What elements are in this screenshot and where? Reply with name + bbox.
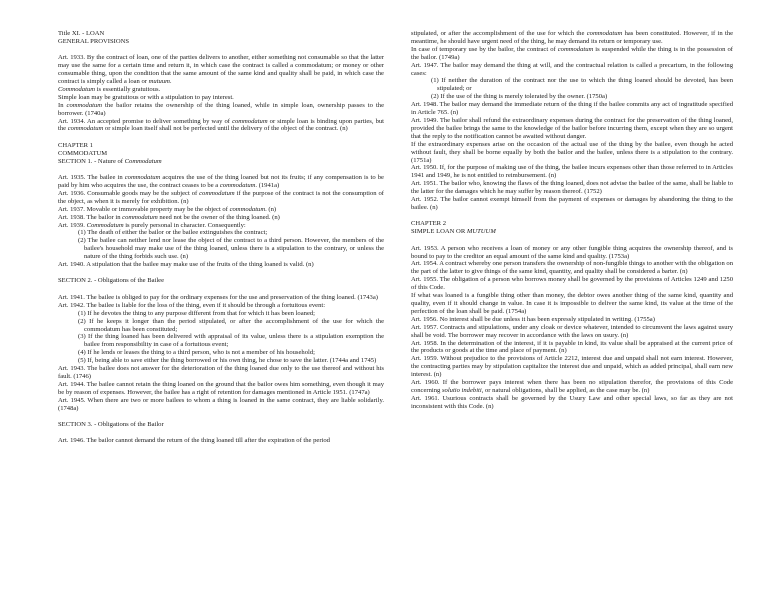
article-1938: Art. 1938. The bailor in commodatum need not be the owner of the thing loaned. (n) <box>58 213 280 221</box>
article-1937: Art. 1937. Movable or immovable property may be the object of commodatum. (n) <box>58 205 277 213</box>
article-1955-para2: If what was loaned is a fungible thing other than money, the debtor owes another thing of the same kind, quantity and quality, even if it should change in value. In case it is impossible to deliver the same kind, its value at the time of the perfection of the loan shall be paid. (1754a) <box>411 292 733 315</box>
section-3-heading: SECTION 3. - Obligations of the Bailor <box>58 420 164 428</box>
title-heading: Title XI. - LOAN GENERAL PROVISIONS <box>58 30 130 45</box>
section-2-heading: SECTION 2. - Obligations of the Bailee <box>58 277 165 285</box>
article-1946-continued: stipulated, or after the accomplishment of the use for which the commodatum has been constituted. However, if in the meantime, he should have urgent need of the thing, he may demand its return or temporary use. <box>411 30 734 45</box>
left-column <box>58 30 384 445</box>
article-1942: Art. 1942. The bailee is liable for the loss of the thing, even if it should be through a fortuitous event: <box>58 301 326 309</box>
chapter-1-heading: CHAPTER 1 COMMODATUM SECTION 1. - Nature of Commodatum <box>58 141 162 165</box>
article-1947-item-1: (1) If neither the duration of the contract nor the use to which the thing loaned should be devoted, has been stipulated; or <box>431 77 733 93</box>
article-1942-item-4: (4) If he lends or leases the thing to a third person, who is not a member of his household; <box>78 349 315 357</box>
article-1939-item-1: (1) The death of either the bailor or the bailee extinguishes the contract; <box>78 229 268 237</box>
article-1961: Art. 1961. Usurious contracts shall be governed by the Usury Law and other special laws, so far as they are not inconsistent with this Code. (n) <box>411 394 733 410</box>
article-1933-para3: Simple loan may be gratuitous or with a stipulation to pay interest. <box>58 93 234 101</box>
article-1952: Art. 1952. The bailor cannot exempt himself from the payment of expenses or damages by abandoning the thing to the bailee. (n) <box>411 196 733 211</box>
article-1934: Art. 1934. An accepted promise to deliver something by way of commodatum or simple loan is binding upon parties, but the commodatum or simple loan itself shall not be perfected until the delivery of the object of the contract. (n) <box>58 117 384 133</box>
article-1946-para2: In case of temporary use by the bailor, the contract of commodatum is suspended while the thing is in the possession of the bailor. (1749a) <box>411 45 733 61</box>
article-1942-item-3: (3) If the thing loaned has been delivered with appraisal of its value, unless there is a stipulation exemption the bailee from responsibility in case of a fortuitous event; <box>78 333 384 349</box>
article-1939-item-2: (2) The bailee can neither lend nor lease the object of the contract to a third person. However, the members of the bailee's household may make use of the thing loaned, unless there is a stipulation to the contrary, or unless the nature of the thing forbids such use. (n) <box>78 237 384 261</box>
article-1949: Art. 1949. The bailor shall refund the extraordinary expenses during the contract for the preservation of the thing loaned, provided the bailee brings the same to the knowledge of the bailor before incurring them, except when they are so urgent that the reply to the notification cannot be awaited without danger. <box>411 116 733 140</box>
article-1951: Art. 1951. The bailor who, knowing the flaws of the thing loaned, does not advise the bailee of the same, shall be liable to the latter for the damages which he may suffer by reason thereof. (1752) <box>411 180 733 196</box>
article-1943: Art. 1943. The bailee does not answer for the deterioration of the thing loaned due only to the use thereof and without his fault. (1746) <box>58 365 384 380</box>
article-1936: Art. 1936. Consumable goods may be the subject of commodatum if the purpose of the contract is not the consumption of the object, as when it is merely for exhibition. (n) <box>58 189 385 205</box>
article-1958: Art. 1958. In the determination of the interest, if it is payable in kind, its value shall be appraised at the current price of the products or goods at the time and place of payment. (n) <box>411 339 733 355</box>
article-1959: Art. 1959. Without prejudice to the provisions of Article 2212, interest due and unpaid shall not earn interest. However, the contracting parties may by stipulation capitalize the interest due and unpaid, which as added principal, shall earn new interest. (n) <box>411 355 733 379</box>
article-1945: Art. 1945. When there are two or more bailees to whom a thing is loaned in the same contract, they are liable solidarily. (1748a) <box>58 396 384 412</box>
article-1950: Art. 1950. If, for the purpose of making use of the thing, the bailee incurs expenses other than those referred to in Articles 1941 and 1949, he is not entitled to reimbursement. (n) <box>411 164 733 180</box>
article-1956: Art. 1956. No interest shall be due unless it has been expressly stipulated in writing. (1755a) <box>411 315 655 323</box>
article-1948: Art. 1948. The bailor may demand the immediate return of the thing if the bailee commits any act of ingratitude specified in Article 765. (n) <box>411 101 733 117</box>
article-1946: Art. 1946. The bailor cannot demand the return of the thing loaned till after the expiration of the period <box>58 437 330 445</box>
article-1949-para2: If the extraordinary expenses arise on the occasion of the actual use of the thing by the bailee, even though he acted without fault, they shall be borne equally by both the bailor and the bailee, unless there is a stipulation to the contrary. (1751a) <box>411 140 733 164</box>
article-1933-para4: In commodatum the bailor retains the ownership of the thing loaned, while in simple loan, ownership passes to the borrower. (1740a) <box>58 101 384 117</box>
article-1941: Art. 1941. The bailee is obliged to pay for the ordinary expenses for the use and preservation of the thing loaned. (1743a) <box>58 293 378 301</box>
article-1947-item-2: (2) If the use of the thing is merely tolerated by the owner. (1750a) <box>431 93 608 101</box>
article-1947: Art. 1947. The bailor may demand the thing at will, and the contractual relation is called a precarium, in the following cases: <box>411 61 733 77</box>
article-1933: Art. 1933. By the contract of loan, one of the parties delivers to another, either something not consumable so that the latter may use the same for a certain time and return it, in which case the contract is called a commodatum; or money or other consumable thing, upon the condition that the same amount of the same kind and quality shall be paid, in which case the contract is simply called a loan or mutuum. <box>58 54 384 86</box>
article-1954: Art. 1954. A contract whereby one person transfers the ownership of non-fungible things to another with the obligation on the part of the latter to give things of the same kind, quantity, and quality shall be considered a barter. (n) <box>411 260 733 276</box>
article-1939: Art. 1939. Commodatum is purely personal in character. Consequently: <box>58 221 246 229</box>
right-column <box>411 30 733 411</box>
article-1935: Art. 1935. The bailee in commodatum acquires the use of the thing loaned but not its fruits; if any compensation is to be paid by him who acquires the use, the contract ceases to be a commodatum. (1941a) <box>58 174 384 189</box>
chapter-2-heading: CHAPTER 2 SIMPLE LOAN OR MUTUUM <box>411 220 496 236</box>
article-1933-para2: Commodatum is essentially gratuitous. <box>58 85 161 93</box>
article-1944: Art. 1944. The bailee cannot retain the thing loaned on the ground that the bailor owes him something, even though it may be by reason of expenses. However, the bailee has a right of retention for damages mentioned in Article 1951. (1747a) <box>58 380 384 396</box>
article-1942-item-2: (2) If he keeps it longer than the period stipulated, or after the accomplishment of the use for which the commodatum has been constituted; <box>78 317 384 333</box>
article-1960: Art. 1960. If the borrower pays interest when there has been no stipulation therefor, the provisions of this Code concerning solutio indebiti, or natural obligations, shall be applied, as the case may be. (n) <box>411 379 733 394</box>
article-1940: Art. 1940. A stipulation that the bailee may make use of the fruits of the thing loaned is valid. (n) <box>58 261 314 269</box>
article-1955: Art. 1955. The obligation of a person who borrows money shall be governed by the provisions of Articles 1249 and 1250 of this Code. <box>411 276 733 292</box>
article-1942-item-5: (5) If, being able to save either the thing borrowed or his own thing, he chose to save the latter. (1744a and 1745) <box>78 357 377 365</box>
article-1942-item-1: (1) If he devotes the thing to any purpose different from that for which it has been loaned; <box>78 309 315 317</box>
article-1957: Art. 1957. Contracts and stipulations, under any cloak or device whatever, intended to circumvent the laws against usury shall be void. The borrower may recover in accordance with the laws on usury. (n) <box>411 323 733 339</box>
article-1953: Art. 1953. A person who receives a loan of money or any other fungible thing acquires the ownership thereof, and is bound to pay to the creditor an equal amount of the same kind and quality. (1753a) <box>411 244 733 260</box>
